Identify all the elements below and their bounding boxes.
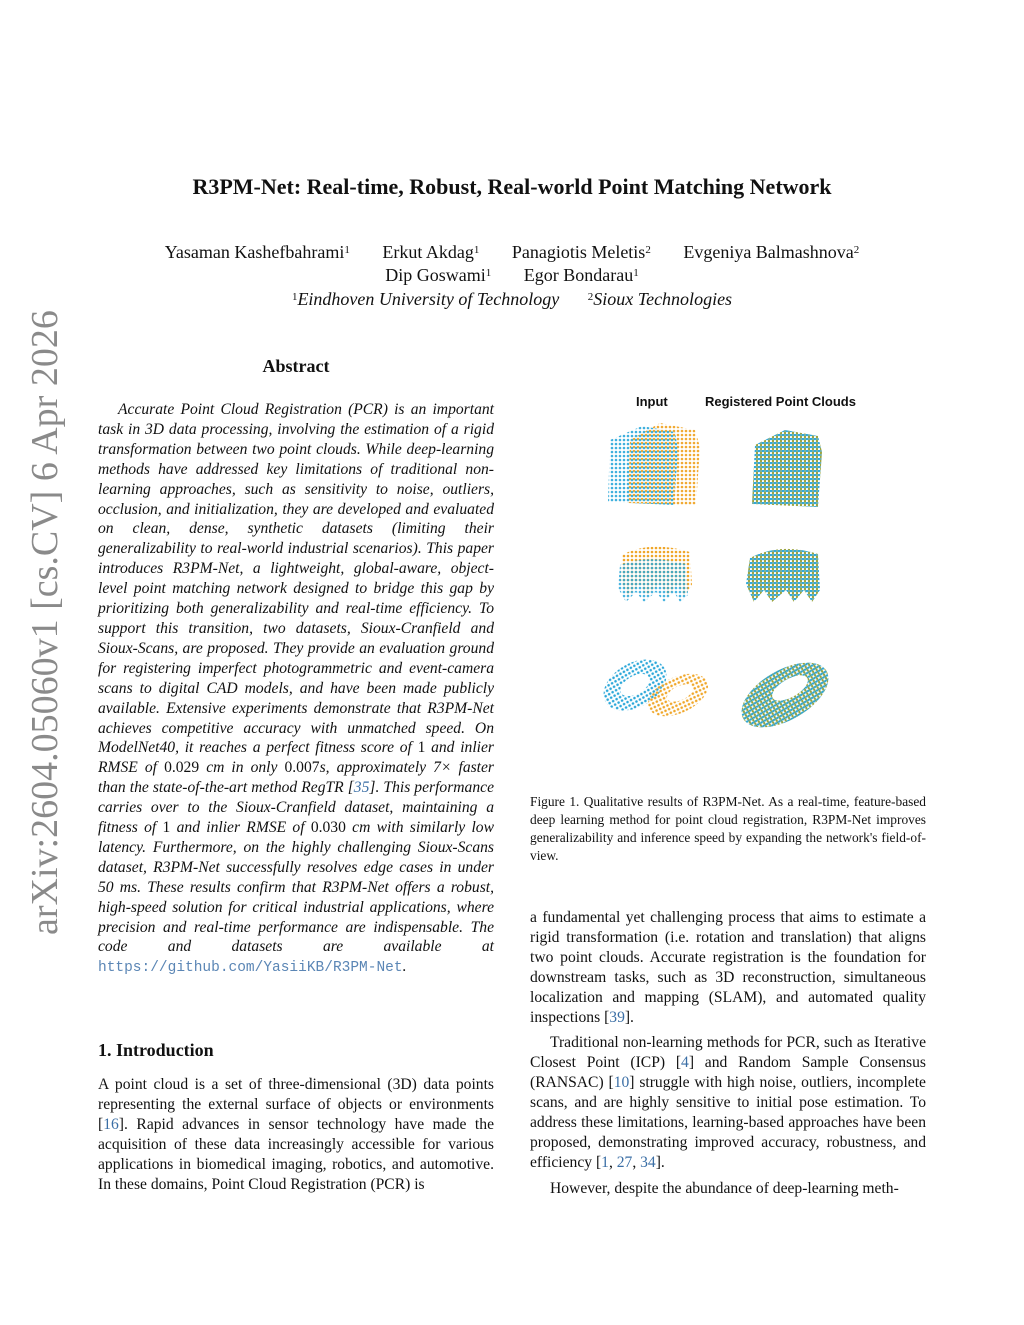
abstract-body: Accurate Point Cloud Registration (PCR) is an important task in 3D data processing, involving the estimation of a rigid transformation between two point clouds. While deep-learning methods have addressed key limitations of traditional non-learning approaches, such as sensitivity to noise, outliers, occlusion, and initialization, they are developed and evaluated on clean, dense, synthetic datasets (limiting their generalizability to real-world industrial scenarios). This paper introduces R3PM-Net, a lightweight, global-aware, object-level point matching network designed to bridge this gap by prioritizing both generalizability and real-time efficiency. To support this transition, two datasets, Sioux-Cranfield and Sioux-Scans, are proposed. They provide an evaluation ground for registering imperfect photogrammetric and event-camera scans to digital CAD models, and have been made publicly available. Extensive experiments demonstrate that R3PM-Net achieves competitive accuracy with unmatched speed. On ModelNet40, it reaches a perfect fitness score of 1 and inlier RMSE of 0.029 cm in only 0.007s, approximately 7× faster than the state-of-the-art method RegTR [35]. This performance carries over to the Sioux-Cranfield dataset, maintaining a fitness of 1 and inlier RMSE of 0.030 cm with similarly low latency. Furthermore, on the highly challenging Sioux-Scans dataset, R3PM-Net successfully resolves edge cases in under 50 ms. These results confirm that R3PM-Net offers a robust, high-speed solution for critical industrial applications, where precision and real-time performance are indispensable. The code and datasets are available at https://github.com/YasiiKB/R3PM-Net.	[98, 401, 495, 977]
affiliation: $^2$Sioux Technologies	[587, 289, 733, 309]
author: Yasaman Kashefbahrami$^1$	[164, 242, 350, 262]
paragraph: Traditional non-learning methods for PCR, such as Iterative Closest Point (ICP) [4] and Random Sample Consensus (RANSAC) [10] struggle with high noise, outliers, incomplete scans, and are highly sensitive to initial pose estimation. To address these limitations, learning-based approaches have been proposed, demonstrating improved accuracy, robustness, and efficiency [1, 27, 34].	[530, 1034, 926, 1171]
affiliations	[100, 288, 924, 311]
registered-cloud-2	[746, 549, 820, 602]
author: Erkut Akdag$^1$	[382, 242, 480, 262]
author: Dip Goswami$^1$	[385, 265, 492, 285]
author-list	[100, 241, 924, 287]
registered-cloud-3	[731, 649, 839, 740]
paper-title: R3PM-Net: Real-time, Robust, Real-world Point Matching Network	[192, 174, 832, 199]
point-cloud-figure	[590, 390, 890, 750]
author: Panagiotis Meletis$^2$	[511, 242, 651, 262]
affiliation: $^1$Eindhoven University of Technology	[291, 289, 560, 309]
registered-cloud-1	[752, 430, 822, 507]
citation-link[interactable]: 27	[616, 1153, 633, 1171]
figure-label-registered: Registered Point Clouds	[705, 394, 856, 409]
github-link[interactable]: https://github.com/YasiiKB/R3PM-Net	[98, 960, 403, 977]
citation-link[interactable]: 35	[353, 779, 370, 797]
author: Evgeniya Balmashnova$^2$	[683, 242, 860, 262]
section-heading-introduction: 1. Introduction	[98, 1040, 214, 1060]
author: Egor Bondarau$^1$	[523, 265, 639, 285]
citation-link[interactable]: 10	[613, 1074, 630, 1092]
figure-label-input: Input	[636, 394, 668, 409]
figure-1	[590, 390, 890, 750]
input-cloud-3	[595, 649, 715, 725]
input-cloud-1	[608, 423, 700, 505]
input-cloud-2	[618, 547, 692, 602]
paragraph: However, despite the abundance of deep-learning meth-	[550, 1179, 899, 1197]
figure-caption: Figure 1. Qualitative results of R3PM-Net. As a real-time, feature-based deep learning method for point cloud registration, R3PM-Net improves generalizability and inference speed by expanding the network's field-of-view.	[530, 794, 926, 863]
paragraph: a fundamental yet challenging process that aims to estimate a rigid transformation (i.e. rotation and translation) that aligns two point clouds. Accurate registration is the foundation for downstream tasks, such as 3D reconstruction, simultaneous localization and mapping (SLAM), and automated quality inspections [39].	[530, 909, 926, 1026]
arxiv-identifier: arXiv:2604.05060v1 [cs.CV] 6 Apr 2026	[24, 310, 66, 935]
introduction-continued	[530, 908, 926, 1205]
introduction-paragraph: A point cloud is a set of three-dimensional (3D) data points representing the external surface of objects or environments [16]. Rapid advances in sensor technology have made the acquisition of these data increasingly accessible for various applications in biomedical imaging, robotics, and automotive. In these domains, Point Cloud Registration (PCR) is	[98, 1076, 494, 1193]
citation-link[interactable]: 16	[103, 1115, 119, 1133]
citation-link[interactable]: 34	[640, 1153, 656, 1171]
citation-link[interactable]: 39	[609, 1008, 625, 1026]
abstract-heading: Abstract	[262, 356, 330, 376]
citation-link[interactable]: 4	[681, 1054, 689, 1072]
citation-link[interactable]: 1	[601, 1153, 609, 1171]
